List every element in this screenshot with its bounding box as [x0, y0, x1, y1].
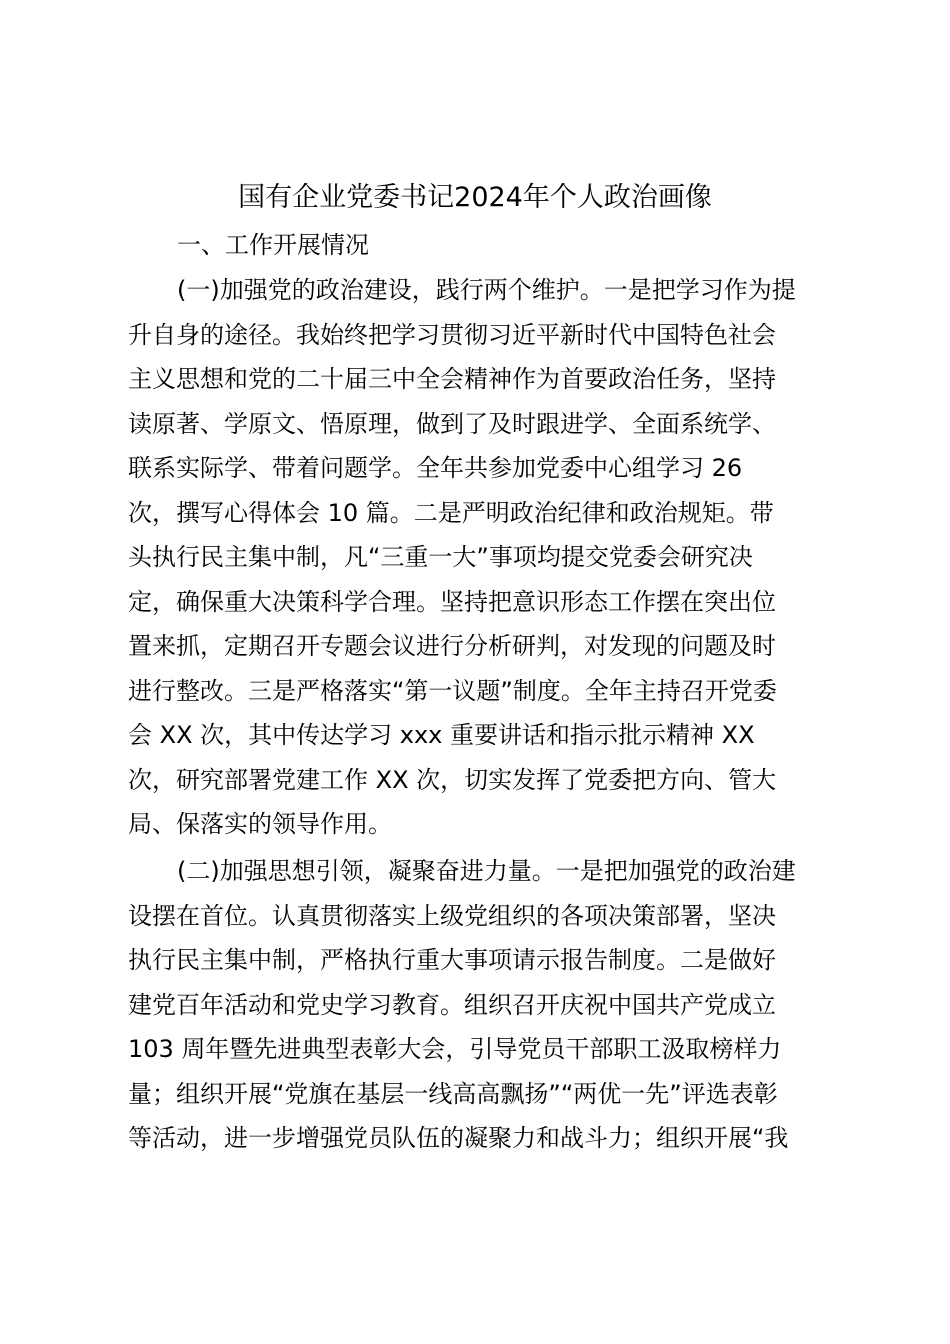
- paragraph-line: 次，撰写心得体会 10 篇。二是严明政治纪律和政治规矩。带: [128, 498, 774, 527]
- paragraph-ideological-guidance: [128, 849, 828, 1161]
- paragraph-line: 会 XX 次，其中传达学习 xxx 重要讲话和指示批示精神 XX: [128, 721, 755, 749]
- paragraph-line: 联系实际学、带着问题学。全年共参加党委中心组学习 26: [128, 454, 743, 482]
- paragraph-line: 设摆在首位。认真贯彻落实上级党组织的各项决策部署，坚决: [128, 901, 776, 930]
- paragraph-line: 局、保落实的领导作用。: [128, 810, 392, 838]
- paragraph-line: 头执行民主集中制，凡“三重一大”事项均提交党委会研究决: [128, 543, 753, 571]
- paragraph-line: 主义思想和党的二十届三中全会精神作为首要政治任务，坚持: [128, 365, 776, 393]
- paragraph-line: 升自身的途径。我始终把学习贯彻习近平新时代中国特色社会: [128, 320, 776, 349]
- paragraph-line: 定，确保重大决策科学合理。坚持把意识形态工作摆在突出位: [128, 587, 776, 616]
- paragraph-line: (一)加强党的政治建设，践行两个维护。一是把学习作为提: [177, 276, 796, 304]
- paragraph-political-building: [128, 268, 828, 847]
- paragraph-line: 次，研究部署党建工作 XX 次，切实发挥了党委把方向、管大: [128, 765, 777, 794]
- document-title: 国有企业党委书记2024年个人政治画像: [238, 182, 712, 213]
- paragraph-line: 103 周年暨先进典型表彰大会，引导党员干部职工汲取榜样力: [128, 1035, 782, 1063]
- paragraph-line: 读原著、学原文、悟原理，做到了及时跟进学、全面系统学、: [128, 409, 776, 438]
- paragraph-line: 置来抓，定期召开专题会议进行分析研判，对发现的问题及时: [128, 632, 776, 660]
- paragraph-line: 等活动，进一步增强党员队伍的凝聚力和战斗力；组织开展“我: [128, 1124, 789, 1152]
- paragraph-line: 建党百年活动和党史学习教育。组织召开庆祝中国共产党成立: [128, 990, 776, 1019]
- section-heading: 一、工作开展情况: [177, 231, 369, 259]
- paragraph-line: (二)加强思想引领，凝聚奋进力量。一是把加强党的政治建: [177, 857, 796, 885]
- paragraph-line: 进行整改。三是严格落实“第一议题”制度。全年主持召开党委: [128, 676, 777, 705]
- paragraph-line: 量；组织开展“党旗在基层一线高高飘扬”“两优一先”评选表彰: [128, 1079, 778, 1108]
- paragraph-line: 执行民主集中制，严格执行重大事项请示报告制度。二是做好: [128, 946, 776, 974]
